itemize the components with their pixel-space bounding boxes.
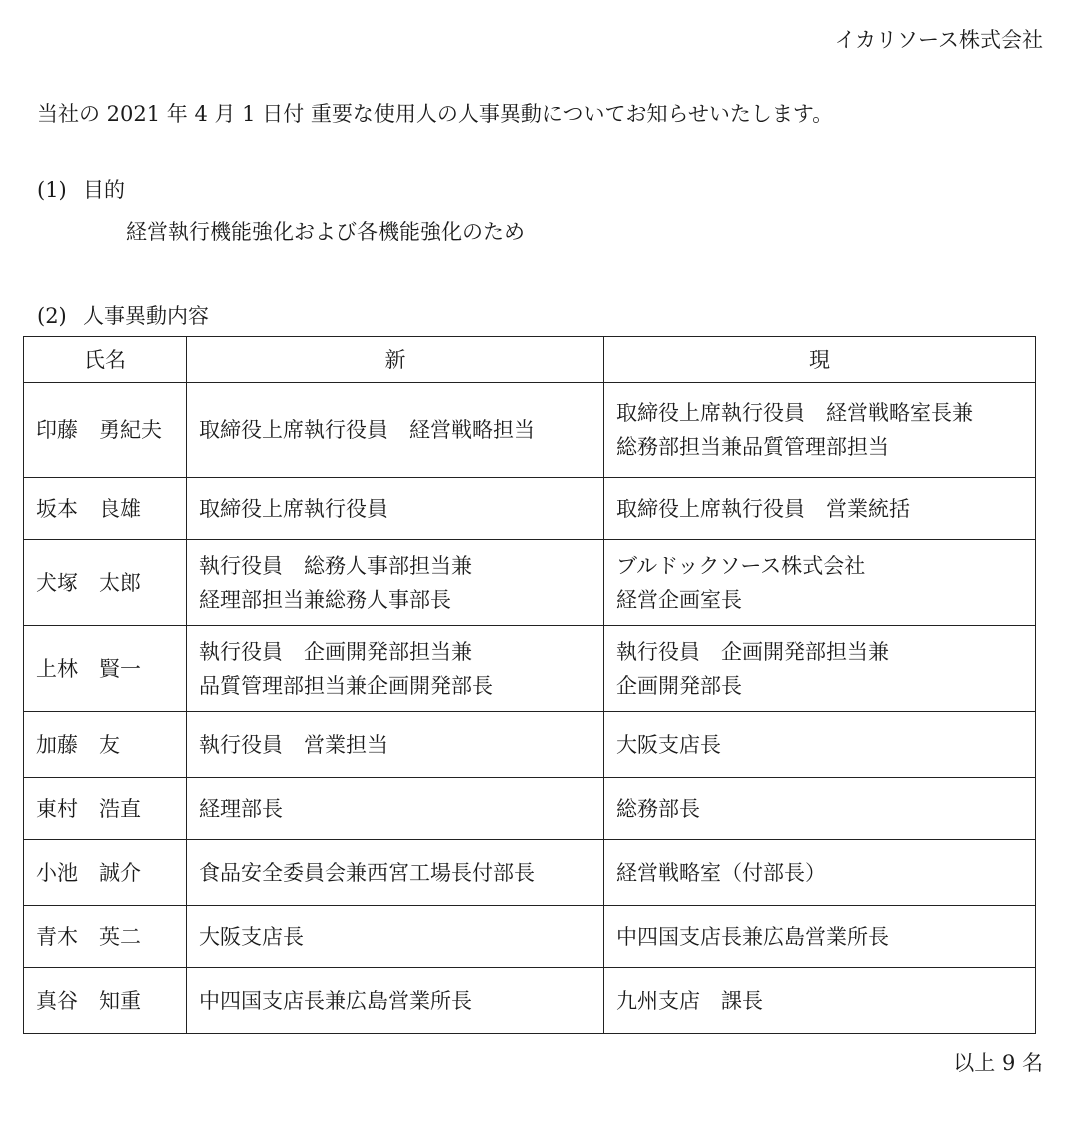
cell-name: 加藤 友 — [24, 712, 187, 778]
position-line: 取締役上席執行役員 営業統括 — [616, 496, 910, 521]
cell-name: 東村 浩直 — [24, 778, 187, 840]
position-line: 総務部長 — [616, 796, 700, 821]
table-row — [24, 626, 1036, 712]
position-line: 企画開発部長 — [616, 673, 742, 698]
cell-current-position — [604, 712, 1036, 778]
position-line: 総務部担当兼品質管理部担当 — [616, 435, 889, 459]
company-name: イカリソース株式会社 — [834, 28, 1043, 52]
section-title: 人事異動内容 — [83, 304, 209, 328]
cell-current-position — [604, 626, 1036, 712]
table-row — [24, 478, 1036, 540]
cell-new-position — [187, 778, 604, 840]
intro-text: 当社の 2021 年 4 月 1 日付 重要な使用人の人事異動についてお知らせいたします。 — [37, 102, 834, 126]
personnel-table — [23, 336, 1036, 1034]
position-line: 取締役上席執行役員 — [199, 496, 388, 521]
footer-count: 以上 9 名 — [953, 1051, 1043, 1075]
cell-new-position — [187, 906, 604, 968]
position-line: 執行役員 営業担当 — [199, 732, 388, 757]
position-line: 品質管理部担当兼企画開発部長 — [199, 673, 493, 698]
cell-name: 小池 誠介 — [24, 840, 187, 906]
cell-current-position — [604, 478, 1036, 540]
cell-current-position — [604, 778, 1036, 840]
cell-name: 坂本 良雄 — [24, 478, 187, 540]
section-purpose-heading — [37, 174, 125, 204]
cell-new-position — [187, 383, 604, 478]
position-line: 執行役員 企画開発部担当兼 — [616, 639, 889, 664]
position-line: 大阪支店長 — [199, 924, 304, 949]
position-line: 中四国支店長兼広島営業所長 — [199, 988, 472, 1013]
cell-new-position — [187, 840, 604, 906]
header-name: 氏名 — [24, 337, 187, 383]
table-row — [24, 840, 1036, 906]
position-line: ブルドックソース株式会社 — [616, 553, 866, 578]
cell-new-position — [187, 540, 604, 626]
section-number: (1) — [37, 178, 67, 202]
header-current: 現 — [604, 337, 1036, 383]
position-line: 大阪支店長 — [616, 732, 721, 757]
cell-name: 上林 賢一 — [24, 626, 187, 712]
table-row — [24, 712, 1036, 778]
position-line: 取締役上席執行役員 経営戦略担当 — [199, 418, 535, 442]
position-line: 食品安全委員会兼西宮工場長付部長 — [199, 860, 535, 885]
position-line: 経営企画室長 — [616, 587, 742, 612]
cell-name: 真谷 知重 — [24, 968, 187, 1034]
cell-name: 犬塚 太郎 — [24, 540, 187, 626]
position-line: 経理部担当兼総務人事部長 — [199, 587, 451, 612]
cell-new-position — [187, 968, 604, 1034]
cell-current-position — [604, 968, 1036, 1034]
section-title: 目的 — [83, 178, 125, 202]
cell-name: 印藤 勇紀夫 — [24, 383, 187, 478]
table-header-row — [24, 337, 1036, 383]
table-row — [24, 906, 1036, 968]
position-line: 取締役上席執行役員 経営戦略室長兼 — [616, 401, 973, 425]
cell-new-position — [187, 712, 604, 778]
section-number: (2) — [37, 304, 67, 328]
section-changes-heading — [37, 300, 209, 330]
table-row — [24, 778, 1036, 840]
cell-current-position — [604, 840, 1036, 906]
position-line: 経理部長 — [199, 796, 283, 821]
table-row — [24, 968, 1036, 1034]
cell-current-position — [604, 540, 1036, 626]
cell-new-position — [187, 626, 604, 712]
section-purpose-body: 経営執行機能強化および各機能強化のため — [126, 220, 525, 244]
position-line: 中四国支店長兼広島営業所長 — [616, 924, 889, 949]
table-row — [24, 383, 1036, 478]
position-line: 執行役員 企画開発部担当兼 — [199, 639, 472, 664]
cell-new-position — [187, 478, 604, 540]
cell-name: 青木 英二 — [24, 906, 187, 968]
cell-current-position — [604, 906, 1036, 968]
position-line: 九州支店 課長 — [616, 988, 763, 1013]
header-new: 新 — [187, 337, 604, 383]
position-line: 執行役員 総務人事部担当兼 — [199, 553, 472, 578]
position-line: 経営戦略室（付部長） — [616, 860, 826, 885]
table-row — [24, 540, 1036, 626]
cell-current-position — [604, 383, 1036, 478]
